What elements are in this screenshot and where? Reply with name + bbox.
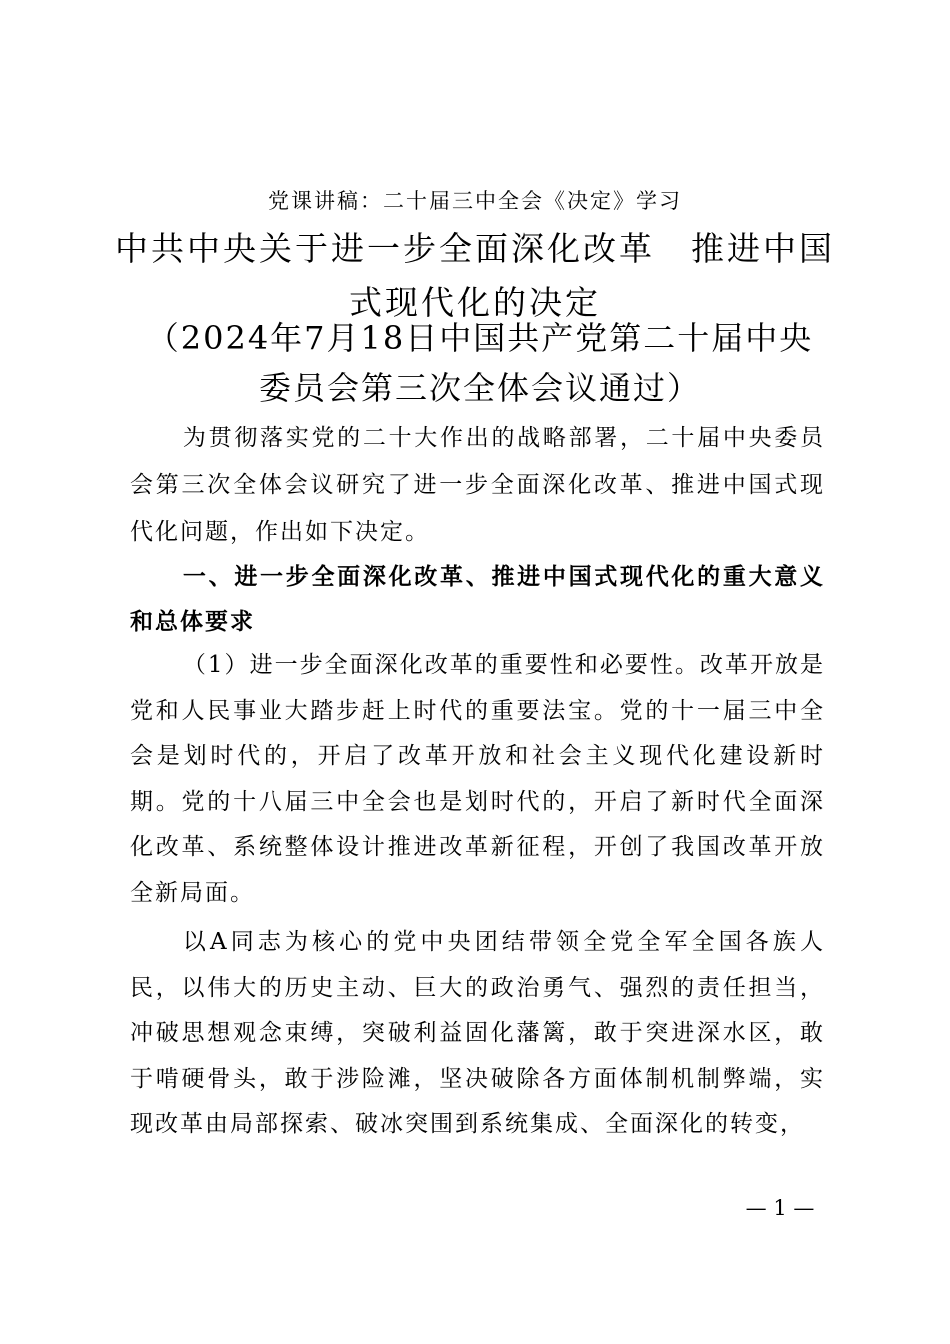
page-number: — 1 — xyxy=(745,1196,815,1220)
intro-paragraph xyxy=(130,415,825,556)
document-title: 中共中央关于进一步全面深化改革 推进中国式现代化的决定 xyxy=(115,229,835,322)
paragraph-text: 为贯彻落实党的二十大作出的战略部署，二十届中央委员会第三次全体会议研究了进一步全面深化改革、推进中国式现代化问题，作出如下决定。 xyxy=(130,425,825,545)
body-paragraph xyxy=(130,920,825,1148)
paragraph-text: （1）进一步全面深化改革的重要性和必要性。改革开放是党和人民事业大踏步赶上时代的重要法宝。党的十一届三中全会是划时代的，开启了改革开放和社会主义现代化建设新时期。党的十八届三中全会也是划时代的，开启了新时代全面深化改革、系统整体设计推进改革新征程，开创了我国改革开放全新局面。 xyxy=(130,652,825,906)
body-paragraph xyxy=(130,643,825,916)
section-heading xyxy=(130,555,825,645)
document-label: 党课讲稿：二十届三中全会《决定》学习 xyxy=(268,189,682,213)
document-subtitle: （2024年7月18日中国共产党第二十届中央委员会第三次全体会议通过） xyxy=(146,319,814,407)
paragraph-text: 以A同志为核心的党中央团结带领全党全军全国各族人民，以伟大的历史主动、巨大的政治勇气、强烈的责任担当，冲破思想观念束缚，突破利益固化藩篱，敢于突进深水区，敢于啃硬骨头，敢于涉险滩，坚决破除各方面体制机制弊端，实现改革由局部探索、破冰突围到系统集成、全面深化的转变， xyxy=(130,929,825,1137)
section-heading-text: 一、进一步全面深化改革、推进中国式现代化的重大意义和总体要求 xyxy=(130,564,825,635)
